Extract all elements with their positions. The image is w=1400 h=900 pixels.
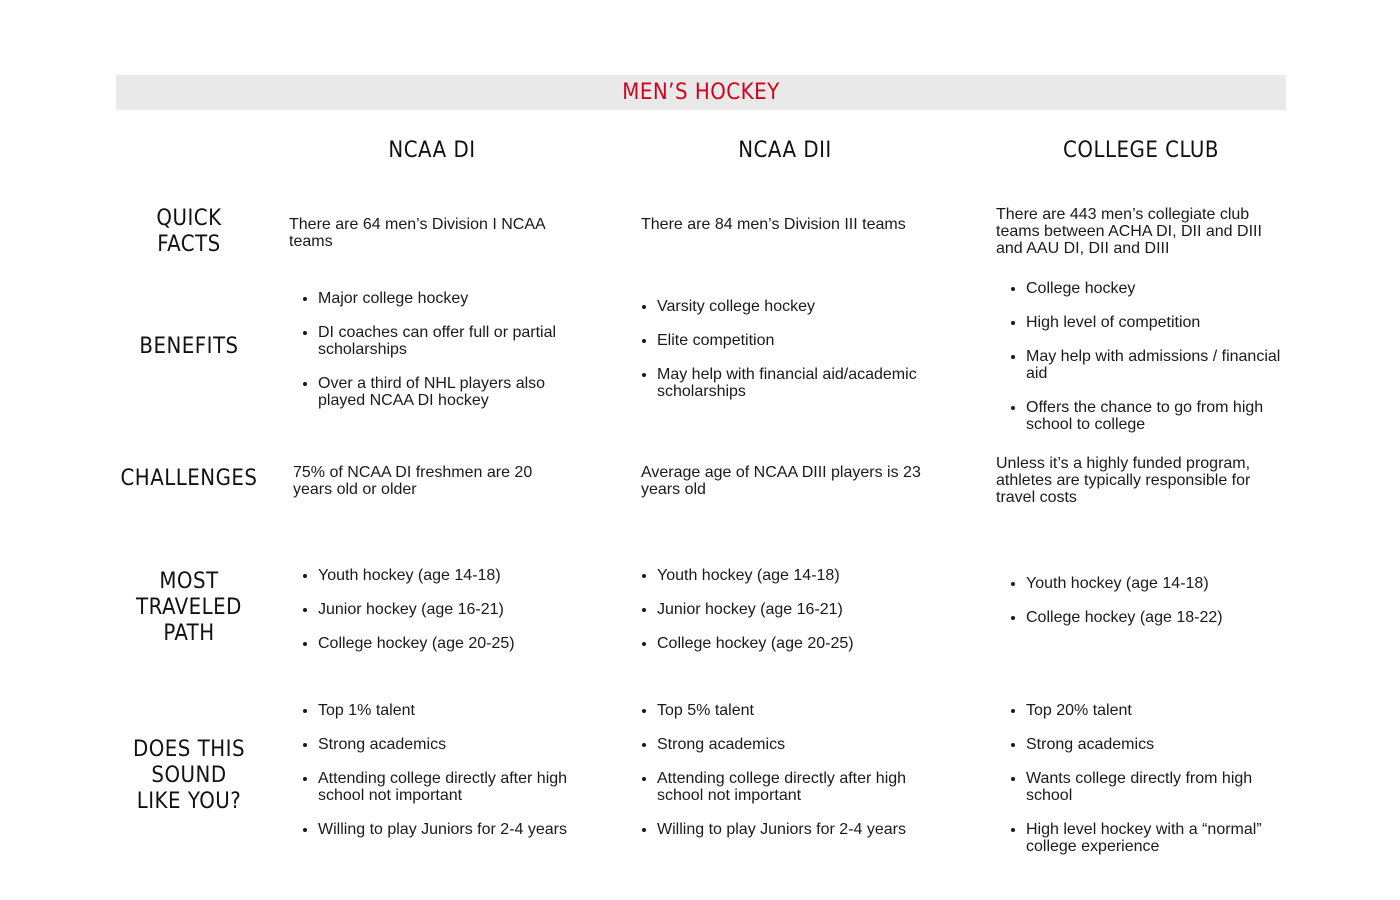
- list-item: • College hockey (age 20-25): [318, 635, 579, 652]
- challenges-college-club: [996, 455, 1286, 506]
- cell-text: There are 84 men’s Division III teams: [641, 216, 906, 233]
- list-item: • Youth hockey (age 14-18): [1026, 575, 1287, 592]
- list-item: • College hockey (age 18-22): [1026, 609, 1287, 626]
- challenges-ncaa-dii: [641, 464, 926, 498]
- list-item: • Major college hockey: [318, 290, 574, 307]
- list-item: • DI coaches can offer full or partial scholarships: [318, 324, 574, 358]
- title-banner: [116, 75, 1286, 110]
- list-item: • Varsity college hockey: [657, 298, 918, 315]
- list-item: • Willing to play Juniors for 2-4 years: [657, 821, 913, 838]
- list-item: • Top 1% talent: [318, 702, 574, 719]
- benefits-ncaa-di: [289, 290, 574, 409]
- cell-text: 75% of NCAA DI freshmen are 20 years old or older: [293, 464, 533, 498]
- list-item: • Junior hockey (age 16-21): [657, 601, 918, 618]
- challenges-ncaa-di: [293, 464, 558, 498]
- list-item: • Attending college directly after high school not important: [318, 770, 574, 804]
- path-college-club: [997, 575, 1287, 626]
- bullet-list: [628, 702, 913, 838]
- list-item: • Offers the chance to go from high school to college: [1026, 399, 1292, 433]
- sound-like-you-college-club: [997, 702, 1287, 855]
- row-label-text: QUICK FACTS: [156, 206, 222, 257]
- row-label-most-traveled-path: [116, 569, 262, 647]
- bullet-list: [289, 567, 579, 652]
- list-item: • Strong academics: [1026, 736, 1287, 753]
- bullet-list: [997, 280, 1292, 433]
- column-header-college-club: COLLEGE CLUB: [1063, 138, 1219, 163]
- row-label-does-this-sound-like-you: [116, 737, 262, 815]
- list-item: • Attending college directly after high school not important: [657, 770, 913, 804]
- list-item: • Top 5% talent: [657, 702, 913, 719]
- list-item: • Wants college directly from high school: [1026, 770, 1287, 804]
- benefits-ncaa-dii: [628, 298, 918, 400]
- page-title: MEN’S HOCKEY: [622, 80, 780, 105]
- list-item: • College hockey: [1026, 280, 1292, 297]
- bullet-list: [628, 567, 918, 652]
- bullet-list: [289, 702, 574, 838]
- column-header-ncaa-di: NCAA DI: [388, 138, 476, 163]
- list-item: • High level hockey with a “normal” college experience: [1026, 821, 1287, 855]
- list-item: • College hockey (age 20-25): [657, 635, 918, 652]
- list-item: • May help with admissions / financial aid: [1026, 348, 1292, 382]
- column-header-ncaa-dii: NCAA DII: [738, 138, 832, 163]
- list-item: • Top 20% talent: [1026, 702, 1287, 719]
- bullet-list: [997, 702, 1287, 855]
- row-label-text: MOST TRAVELED PATH: [136, 569, 242, 646]
- list-item: • Elite competition: [657, 332, 918, 349]
- quick-facts-ncaa-dii: [641, 216, 941, 233]
- bullet-list: [628, 298, 918, 400]
- row-label-quick-facts: [116, 206, 262, 258]
- list-item: • Willing to play Juniors for 2-4 years: [318, 821, 574, 838]
- path-ncaa-di: [289, 567, 579, 652]
- list-item: • High level of competition: [1026, 314, 1292, 331]
- cell-text: There are 443 men’s collegiate club teams between ACHA DI, DII and DIII and AAU DI, DII and DIII: [996, 206, 1262, 257]
- list-item: • Youth hockey (age 14-18): [318, 567, 579, 584]
- bullet-list: [289, 290, 574, 409]
- quick-facts-college-club: [996, 206, 1288, 257]
- cell-text: Average age of NCAA DIII players is 23 years old: [641, 464, 921, 498]
- sound-like-you-ncaa-di: [289, 702, 574, 838]
- list-item: • Youth hockey (age 14-18): [657, 567, 918, 584]
- bullet-list: [997, 575, 1287, 626]
- list-item: • May help with financial aid/academic scholarships: [657, 366, 918, 400]
- benefits-college-club: [997, 280, 1292, 433]
- row-label-text: DOES THIS SOUND LIKE YOU?: [132, 737, 246, 814]
- list-item: • Over a third of NHL players also played NCAA DI hockey: [318, 375, 574, 409]
- row-label-challenges: CHALLENGES: [120, 466, 258, 491]
- cell-text: Unless it’s a highly funded program, athletes are typically responsible for travel costs: [996, 455, 1251, 506]
- list-item: • Junior hockey (age 16-21): [318, 601, 579, 618]
- list-item: • Strong academics: [657, 736, 913, 753]
- row-label-benefits: BENEFITS: [139, 334, 239, 359]
- cell-text: There are 64 men’s Division I NCAA teams: [289, 216, 545, 250]
- path-ncaa-dii: [628, 567, 918, 652]
- quick-facts-ncaa-di: [289, 216, 579, 250]
- sound-like-you-ncaa-dii: [628, 702, 913, 838]
- list-item: • Strong academics: [318, 736, 574, 753]
